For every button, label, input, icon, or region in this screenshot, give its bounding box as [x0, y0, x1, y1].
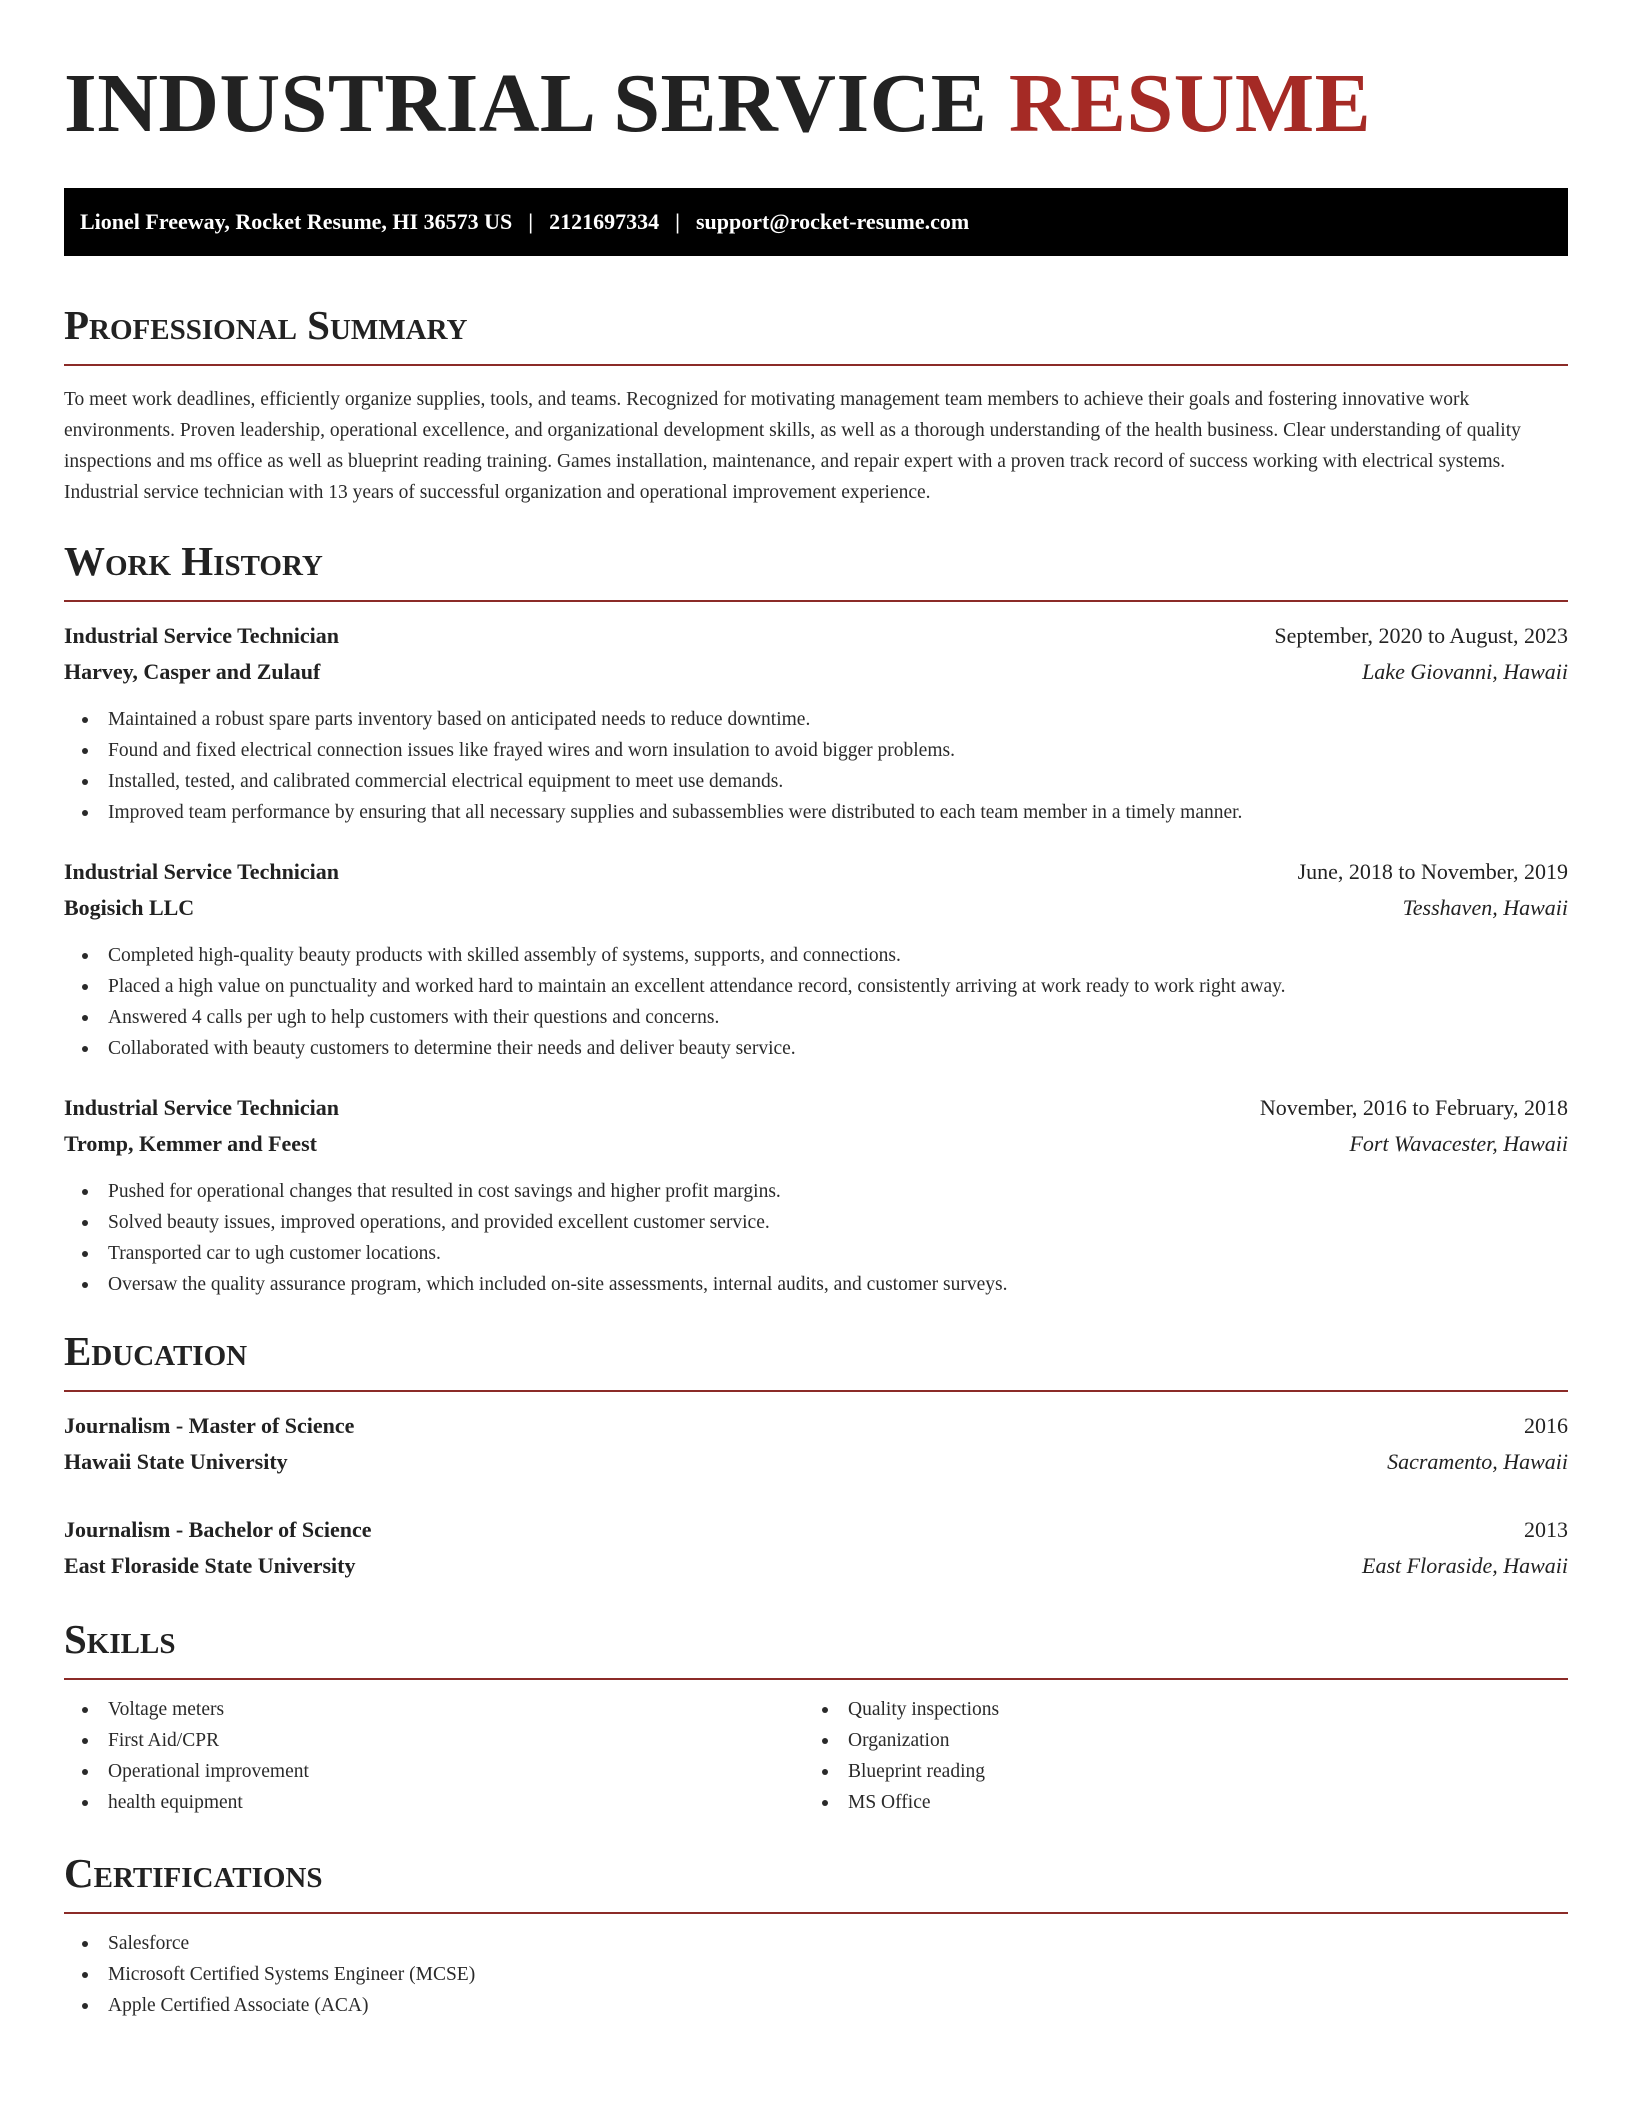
job-entry [64, 1090, 1568, 1300]
job-entry [64, 618, 1568, 828]
list-item: First Aid/CPR [64, 1725, 804, 1756]
education-entry [64, 1512, 1568, 1584]
job-entry [64, 854, 1568, 1064]
job-location: Fort Wavacester, Hawaii [1349, 1131, 1568, 1156]
job-company: Tromp, Kemmer and Feest [64, 1131, 317, 1156]
section-divider [64, 600, 1568, 602]
list-item: Transported car to ugh customer locations. [64, 1238, 1568, 1269]
list-item: Found and fixed electrical connection issues like frayed wires and worn insulation to avoid bigger problems. [64, 735, 1568, 766]
list-item: Microsoft Certified Systems Engineer (MCSE) [64, 1959, 1568, 1990]
degree-name: Journalism - Master of Science [64, 1413, 355, 1438]
degree-year: 2016 [1524, 1413, 1568, 1438]
job-company: Bogisich LLC [64, 895, 195, 920]
school-location: Sacramento, Hawaii [1387, 1449, 1568, 1474]
list-item: health equipment [64, 1787, 804, 1818]
title-main: INDUSTRIAL SERVICE [64, 57, 988, 150]
job-title: Industrial Service Technician [64, 859, 340, 884]
section-heading-work: Work History [64, 538, 323, 584]
job-company-row [64, 890, 1568, 926]
contact-separator: | [675, 209, 680, 234]
education-entry [64, 1408, 1568, 1480]
job-title: Industrial Service Technician [64, 1095, 340, 1120]
school-row [64, 1444, 1568, 1480]
degree-year: 2013 [1524, 1517, 1568, 1542]
list-item: Quality inspections [804, 1694, 1544, 1725]
job-header-row [64, 854, 1568, 890]
list-item: Oversaw the quality assurance program, which included on-site assessments, internal audits, and customer surveys. [64, 1269, 1568, 1300]
job-bullets [64, 1176, 1568, 1300]
list-item: Improved team performance by ensuring that all necessary supplies and subassemblies were distributed to each team member in a timely manner. [64, 797, 1568, 828]
summary-section [64, 300, 1568, 508]
degree-name: Journalism - Bachelor of Science [64, 1517, 372, 1542]
title-accent: RESUME [1008, 57, 1372, 150]
list-item: Solved beauty issues, improved operations, and provided excellent customer service. [64, 1207, 1568, 1238]
job-header-row [64, 1090, 1568, 1126]
job-location: Tesshaven, Hawaii [1402, 895, 1568, 920]
list-item: Pushed for operational changes that resulted in cost savings and higher profit margins. [64, 1176, 1568, 1207]
section-heading-skills: Skills [64, 1616, 176, 1662]
school-row [64, 1548, 1568, 1584]
work-history-section [64, 536, 1568, 1300]
summary-text: To meet work deadlines, efficiently organize supplies, tools, and teams. Recognized for motivating management team members to achieve their goals and fostering innovative work environments. Proven leadership, operational excellence, and organizational development skills, as well as a thorough understanding of the health business. Clear understanding of quality inspections and ms office as well as blueprint reading training. Games installation, maintenance, and repair expert with a proven track record of success working with electrical systems. Industrial service technician with 13 years of successful organization and operational improvement experience. [64, 389, 1521, 503]
certifications-list [64, 1928, 1568, 2021]
contact-separator: | [528, 209, 534, 234]
contact-bar [64, 188, 1568, 256]
job-company-row [64, 1126, 1568, 1162]
list-item: Blueprint reading [804, 1756, 1544, 1787]
section-divider [64, 364, 1568, 366]
section-heading-education: Education [64, 1328, 248, 1374]
skills-left-column [64, 1694, 804, 1818]
list-item: Voltage meters [64, 1694, 804, 1725]
contact-address: Lionel Freeway, Rocket Resume, HI 36573 US [80, 209, 513, 234]
degree-row [64, 1408, 1568, 1444]
list-item: Apple Certified Associate (ACA) [64, 1990, 1568, 2021]
list-item: Collaborated with beauty customers to determine their needs and deliver beauty service. [64, 1033, 1568, 1064]
job-company-row [64, 654, 1568, 690]
list-item: MS Office [804, 1787, 1544, 1818]
list-item: Salesforce [64, 1928, 1568, 1959]
resume-title [64, 56, 1568, 152]
list-item: Answered 4 calls per ugh to help customers with their questions and concerns. [64, 1002, 1568, 1033]
job-dates: November, 2016 to February, 2018 [1259, 1095, 1568, 1120]
list-item: Placed a high value on punctuality and worked hard to maintain an excellent attendance record, consistently arriving at work ready to work right away. [64, 971, 1568, 1002]
section-heading-certifications: Certifications [64, 1850, 323, 1896]
list-item: Installed, tested, and calibrated commercial electrical equipment to meet use demands. [64, 766, 1568, 797]
list-item: Completed high-quality beauty products with skilled assembly of systems, supports, and connections. [64, 940, 1568, 971]
job-bullets [64, 940, 1568, 1064]
job-location: Lake Giovanni, Hawaii [1362, 659, 1568, 684]
school-name: East Floraside State University [64, 1553, 356, 1578]
contact-email: support@rocket-resume.com [695, 209, 970, 234]
skills-section [64, 1614, 1568, 1818]
education-section [64, 1326, 1568, 1584]
skills-grid [64, 1694, 1568, 1818]
job-dates: June, 2018 to November, 2019 [1297, 859, 1568, 884]
school-location: East Floraside, Hawaii [1362, 1553, 1568, 1578]
section-divider [64, 1390, 1568, 1392]
job-company: Harvey, Casper and Zulauf [64, 659, 321, 684]
skills-right-column [804, 1694, 1544, 1818]
school-name: Hawaii State University [64, 1449, 288, 1474]
list-item: Maintained a robust spare parts inventory based on anticipated needs to reduce downtime. [64, 704, 1568, 735]
section-heading-summary: Professional Summary [64, 302, 468, 348]
job-dates: September, 2020 to August, 2023 [1274, 623, 1568, 648]
section-divider [64, 1678, 1568, 1680]
job-title: Industrial Service Technician [64, 623, 340, 648]
job-bullets [64, 704, 1568, 828]
section-divider [64, 1912, 1568, 1914]
degree-row [64, 1512, 1568, 1548]
certifications-section [64, 1848, 1568, 2021]
list-item: Operational improvement [64, 1756, 804, 1787]
contact-phone: 2121697334 [549, 209, 660, 234]
job-header-row [64, 618, 1568, 654]
list-item: Organization [804, 1725, 1544, 1756]
